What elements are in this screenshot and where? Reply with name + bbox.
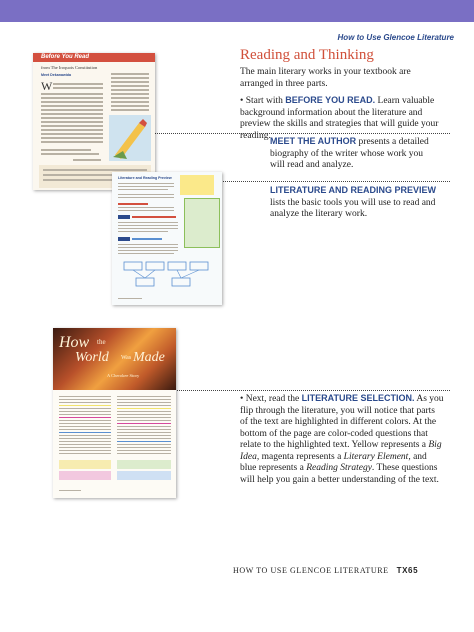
text-line <box>59 429 111 430</box>
text-line <box>117 402 171 403</box>
thumb-drop-cap: W <box>41 79 53 93</box>
text-line <box>41 93 103 95</box>
text-line <box>118 225 178 226</box>
bullet-lead: Start with <box>245 96 283 106</box>
text-line <box>118 244 178 245</box>
text-line <box>59 447 111 448</box>
text-line <box>59 396 111 397</box>
text-line <box>118 197 174 198</box>
text-line <box>117 435 171 436</box>
thumb-title-the: the <box>97 338 106 346</box>
text-line <box>117 441 171 442</box>
bullet-mark: • <box>240 96 244 106</box>
text-line <box>59 435 111 436</box>
text-line <box>117 438 171 439</box>
text-line <box>117 432 171 433</box>
text-line <box>59 399 111 400</box>
text-line <box>111 93 149 95</box>
text-line <box>41 125 103 127</box>
text-line <box>117 423 171 424</box>
text-line <box>117 450 171 451</box>
thumb-illustration <box>109 115 151 161</box>
text-line <box>41 149 91 151</box>
thumb-question-magenta <box>59 471 111 480</box>
text-line <box>111 109 149 111</box>
text-line <box>117 429 171 430</box>
thumb-green-box <box>184 198 220 248</box>
text-line <box>111 101 149 103</box>
text-line <box>118 231 168 232</box>
reading-strategy-term: Reading Strategy <box>306 463 372 473</box>
text-line <box>117 444 171 445</box>
text-line <box>59 450 111 451</box>
text-line <box>118 183 174 184</box>
page-number: TX65 <box>396 566 419 575</box>
text-line <box>59 438 111 439</box>
thumb-question-blue <box>117 471 171 480</box>
text-line <box>117 417 171 418</box>
text-line <box>118 228 178 229</box>
text-line <box>59 414 111 415</box>
text-line <box>132 216 176 218</box>
text-line <box>41 105 103 107</box>
connector-lit-preview <box>185 181 450 182</box>
text-line <box>41 137 103 139</box>
text-line <box>117 447 171 448</box>
thumb-title-world: World <box>75 350 109 365</box>
text-line <box>59 490 81 491</box>
literature-selection-highlight: LITERATURE SELECTION. <box>301 393 415 403</box>
text-line <box>117 453 171 454</box>
text-line <box>118 298 142 299</box>
text-line <box>59 444 111 445</box>
text-line <box>111 73 149 75</box>
text-line <box>53 87 103 89</box>
thumb-blue-tag <box>118 237 130 241</box>
text-line <box>59 441 111 442</box>
bullet-mark: • <box>240 394 244 404</box>
text-line <box>111 89 149 91</box>
text-line <box>118 203 148 205</box>
text-line <box>118 194 174 195</box>
thumb-title-was: Was <box>121 355 132 361</box>
text-line <box>41 117 103 119</box>
thumb-title-made: Made <box>133 350 165 365</box>
text-line <box>117 420 171 421</box>
thumb-question-yellow <box>59 460 111 469</box>
text-line <box>41 109 103 111</box>
thumb-subheader: from The Iroquois Constitution <box>41 65 98 70</box>
text-line <box>41 113 103 115</box>
text-line <box>111 81 149 83</box>
selection-text-4: . These questions will help you gain a better understanding of the text. <box>240 463 439 485</box>
thumb-header: Literature and Reading Preview <box>118 176 172 180</box>
lit-preview-text: lists the basic tools you will use to read and analyze the literary work. <box>270 197 436 219</box>
before-you-read-highlight: BEFORE YOU READ. <box>285 95 376 105</box>
text-line <box>117 411 171 412</box>
text-line <box>53 83 103 85</box>
bullet-rest: Learn valuable background information about the literature and preview the skills and strategies that will guide your reading. <box>240 96 439 141</box>
text-line <box>118 222 178 223</box>
selection-text-1: As you flip through the literature, you will notice that parts of the text are highlighted in different colors. At the bottom of the page are color-coded questions that relate to the highlighted text. Yellow represents a <box>240 394 444 450</box>
meet-author-text: presents a detailed biography of the writer whose work you will read and analyze. <box>270 137 429 170</box>
intro-text: The main literary works in your textbook are arranged in three parts. <box>240 67 411 89</box>
running-head: How to Use Glencoe Literature <box>337 33 454 42</box>
text-line <box>118 253 174 254</box>
text-line <box>59 402 111 403</box>
text-line <box>41 141 103 143</box>
text-line <box>73 159 101 161</box>
text-line <box>132 238 162 240</box>
text-line <box>111 77 149 79</box>
pen-illustration-icon <box>109 115 151 161</box>
text-line <box>59 408 111 409</box>
text-line <box>59 423 111 424</box>
text-line <box>117 405 171 406</box>
text-line <box>41 129 103 131</box>
text-line <box>59 432 111 433</box>
thumb-header: Before You Read <box>41 54 90 60</box>
flowchart-icon <box>122 260 210 290</box>
text-line <box>59 453 111 454</box>
text-line <box>111 97 149 99</box>
text-line <box>41 133 103 135</box>
lit-preview-highlight: LITERATURE AND READING PREVIEW <box>270 185 437 195</box>
text-line <box>111 85 149 87</box>
connector-literature-selection <box>160 390 450 391</box>
text-line <box>59 405 111 406</box>
thumb-title-how: How <box>59 334 90 351</box>
text-line <box>111 105 149 107</box>
text-line <box>41 97 103 99</box>
literary-element-term: Literary Element <box>343 451 409 462</box>
thumb-subtitle: A Cherokee Story <box>107 373 140 378</box>
text-line <box>118 189 168 190</box>
text-line <box>43 169 147 171</box>
text-line <box>41 121 103 123</box>
top-bar <box>0 0 474 22</box>
lit-preview-paragraph <box>270 185 440 221</box>
text-line <box>118 247 178 248</box>
intro-paragraph <box>240 67 445 90</box>
bullet-lead: Next, read the <box>245 394 300 404</box>
connector-meet-author <box>150 133 450 134</box>
text-line <box>59 426 111 427</box>
text-line <box>117 396 171 397</box>
thumbnail-before-you-read <box>33 53 155 190</box>
meet-author-paragraph <box>270 136 440 172</box>
footer-text: HOW TO USE GLENCOE LITERATURE <box>233 566 389 575</box>
text-line <box>59 420 111 421</box>
text-line <box>117 414 171 415</box>
thumb-section: Meet Dekanawida <box>41 73 71 77</box>
section-title: Reading and Thinking <box>240 47 374 63</box>
text-line <box>118 186 174 187</box>
thumb-blue-tag <box>118 215 130 219</box>
text-line <box>59 417 111 418</box>
selection-text-3: , and blue represents a <box>240 451 427 473</box>
bullet-before-you-read <box>240 95 445 142</box>
text-line <box>59 411 111 412</box>
text-line <box>117 408 171 409</box>
meet-author-highlight: MEET THE AUTHOR <box>270 136 357 146</box>
big-idea-term: Big Idea <box>240 440 442 462</box>
text-line <box>118 250 178 251</box>
text-line <box>118 210 174 211</box>
page-footer <box>233 566 418 575</box>
bullet-literature-selection <box>240 393 445 486</box>
thumbnail-literature-selection <box>53 328 176 498</box>
text-line <box>117 399 171 400</box>
text-line <box>41 101 103 103</box>
thumb-question-green <box>117 460 171 469</box>
text-line <box>117 426 171 427</box>
thumb-diagram <box>122 260 210 290</box>
text-line <box>41 153 99 155</box>
text-line <box>118 207 174 208</box>
selection-text-2: , magenta represents a <box>256 451 342 462</box>
thumbnail-lit-preview <box>112 172 222 305</box>
thumb-sticky-note <box>180 175 214 195</box>
